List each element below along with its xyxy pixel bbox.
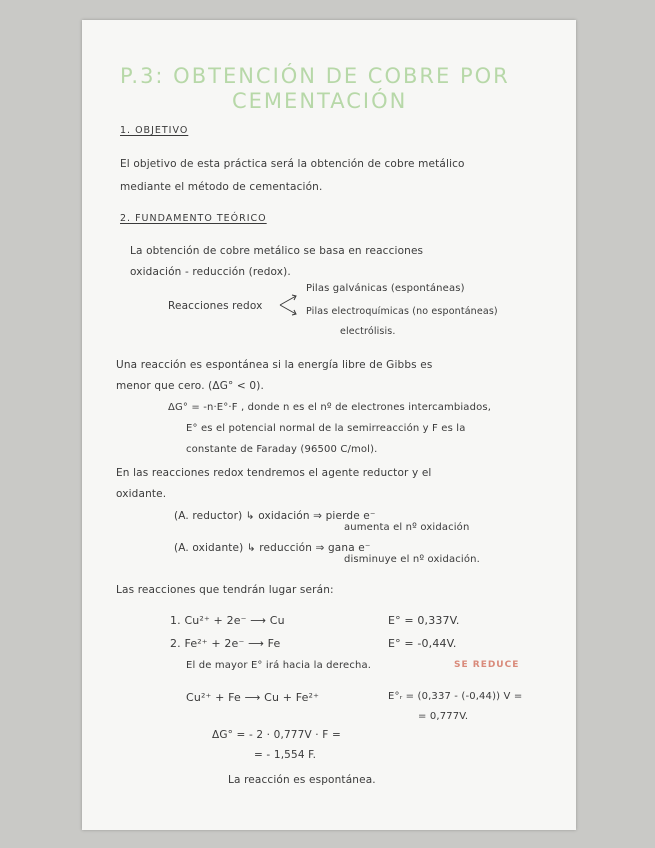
p2-line3: ΔG° = -n·E°·F , donde n es el nº de electrones intercambiados, xyxy=(168,402,492,413)
p2-line5: constante de Faraday (96500 C/mol). xyxy=(186,444,378,455)
global-reaction: Cu²⁺ + Fe ⟶ Cu + Fe²⁺ xyxy=(186,691,320,704)
page-title-line2: CEMENTACIÓN xyxy=(232,89,408,113)
objetivo-text-line2: mediante el método de cementación. xyxy=(120,181,323,193)
mayor-potencial-note: El de mayor E° irá hacia la derecha. xyxy=(186,660,372,671)
p3-line1: En las reacciones redox tendremos el agente reductor y el xyxy=(116,467,432,479)
objetivo-text-line1: El objetivo de esta práctica será la obtención de cobre metálico xyxy=(120,158,465,170)
agent-reductor-sub: aumenta el nº oxidación xyxy=(344,522,470,533)
section-heading-objetivo: 1. OBJETIVO xyxy=(120,125,189,136)
p3-line2: oxidante. xyxy=(116,488,167,500)
p1-line1: La obtención de cobre metálico se basa en reacciones xyxy=(130,245,424,257)
gibbs-line2: = - 1,554 F. xyxy=(254,749,317,761)
se-reduce-annotation: SE REDUCE xyxy=(454,660,520,670)
global-potential-line1: E°ᵣ = (0,337 - (-0,44)) V = xyxy=(388,691,523,702)
p1-line2: oxidación - reducción (redox). xyxy=(130,266,291,278)
p2-line4: E° es el potencial normal de la semirreacción y F es la xyxy=(186,423,466,434)
notebook-page xyxy=(82,20,576,830)
conclusion: La reacción es espontánea. xyxy=(228,774,376,786)
agent-oxidante-sub: disminuye el nº oxidación. xyxy=(344,554,480,565)
agent-reductor: (A. reductor) ↳ oxidación ⇒ pierde e⁻ xyxy=(174,510,376,522)
agent-oxidante: (A. oxidante) ↳ reducción ⇒ gana e⁻ xyxy=(174,542,371,554)
reaction-fe: 2. Fe²⁺ + 2e⁻ ⟶ Fe xyxy=(170,637,281,650)
branch-arrows-icon xyxy=(278,292,304,318)
p2-line1: Una reacción es espontánea si la energía libre de Gibbs es xyxy=(116,359,433,371)
reaction-fe-potential: E° = -0,44V. xyxy=(388,637,457,650)
redox-branch-note: electrólisis. xyxy=(340,326,396,337)
p2-line2: menor que cero. (ΔG° < 0). xyxy=(116,380,264,392)
reactions-intro: Las reacciones que tendrán lugar serán: xyxy=(116,584,334,596)
reaction-cu-potential: E° = 0,337V. xyxy=(388,614,460,627)
reaction-cu: 1. Cu²⁺ + 2e⁻ ⟶ Cu xyxy=(170,614,285,627)
redox-branch-galvanicas: Pilas galvánicas (espontáneas) xyxy=(306,283,465,294)
redox-label: Reacciones redox xyxy=(168,300,263,312)
page-title-line1: P.3: OBTENCIÓN DE COBRE POR xyxy=(120,64,510,88)
global-potential-line2: = 0,777V. xyxy=(418,711,469,722)
gibbs-line1: ΔG° = - 2 · 0,777V · F = xyxy=(212,729,341,741)
section-heading-fundamento: 2. FUNDAMENTO TEÓRICO xyxy=(120,213,267,224)
redox-branch-electroquimicas: Pilas electroquímicas (no espontáneas) xyxy=(306,306,498,317)
